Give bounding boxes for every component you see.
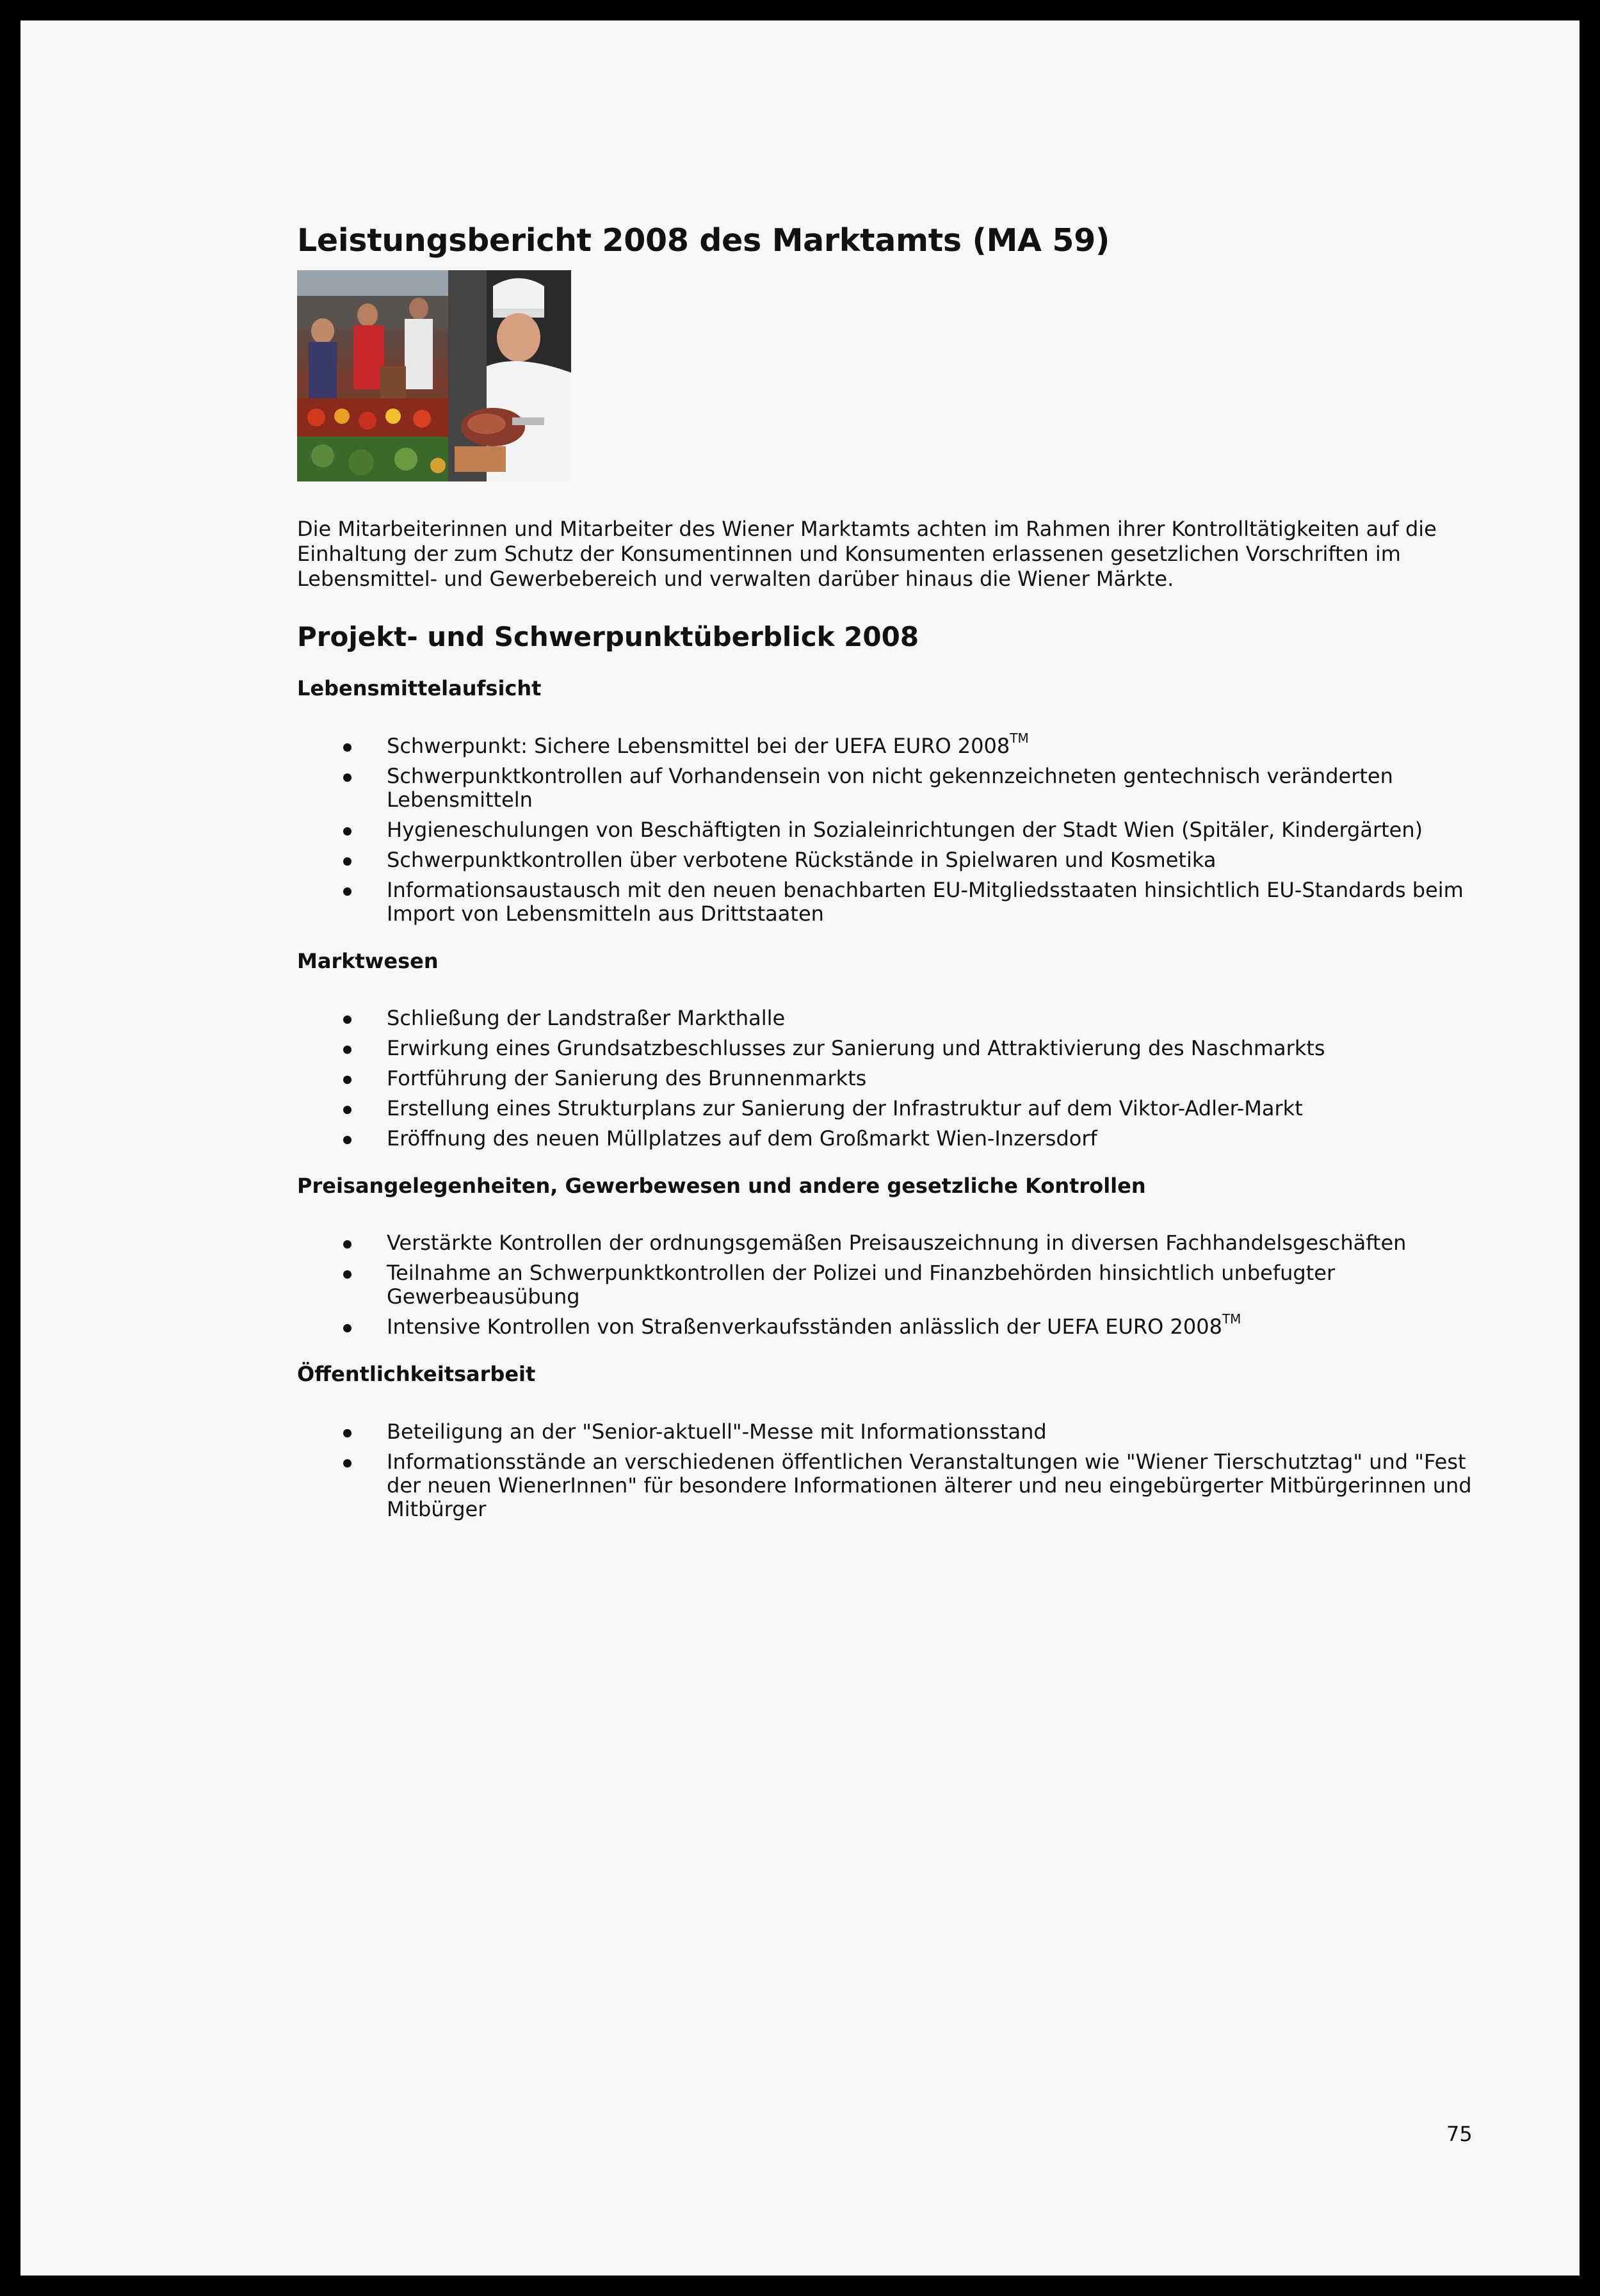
list-item: Hygieneschulungen von Beschäftigten in Sozialeinrichtungen der Stadt Wien (Spitäler, Kindergärten) — [297, 818, 1501, 842]
list-item: Erstellung eines Strukturplans zur Sanierung der Infrastruktur auf dem Viktor-Adler-Markt — [297, 1097, 1501, 1120]
section-heading-lebensmittelaufsicht: Lebensmittelaufsicht — [297, 676, 542, 701]
page-content — [297, 222, 1501, 1528]
list-item: Verstärkte Kontrollen der ordnungsgemäßen Preisauszeichnung in diversen Fachhandelsgeschäften — [297, 1231, 1501, 1255]
section-heading-oeffentlichkeitsarbeit: Öffentlichkeitsarbeit — [297, 1362, 536, 1387]
bullet-list-marktwesen — [297, 1007, 1501, 1151]
intro-paragraph: Die Mitarbeiterinnen und Mitarbeiter des Wiener Marktamts achten im Rahmen ihrer Kontrolltätigkeiten auf die Einhaltung der zum Schutz der Konsumentinnen und Konsumenten erlassenen gesetzlichen Vorschriften im Lebensmittel- und Gewerbebereich und verwalten darüber hinaus die Wiener Märkte. — [297, 516, 1437, 591]
document-page — [20, 20, 1580, 2276]
document-title: Leistungsbericht 2008 des Marktamts (MA 59) — [297, 222, 1110, 259]
bullet-list-preisangelegenheiten — [297, 1231, 1501, 1339]
bullet-list-lebensmittelaufsicht — [297, 730, 1501, 926]
list-item: Schwerpunktkontrollen über verbotene Rückstände in Spielwaren und Kosmetika — [297, 848, 1501, 872]
list-item: Fortführung der Sanierung des Brunnenmarkts — [297, 1067, 1501, 1090]
list-item: Informationsaustausch mit den neuen benachbarten EU-Mitgliedsstaaten hinsichtlich EU-Standards beim Import von Lebensmitteln aus Drittstaaten — [297, 878, 1501, 926]
list-item: Beteiligung an der "Senior-aktuell"-Messe mit Informationsstand — [297, 1420, 1501, 1444]
list-item: Eröffnung des neuen Müllplatzes auf dem Großmarkt Wien-Inzersdorf — [297, 1127, 1501, 1151]
list-item: Schwerpunktkontrollen auf Vorhandensein von nicht gekennzeichneten gentechnisch veränderten Lebensmitteln — [297, 764, 1501, 812]
trademark-mark: TM — [1010, 730, 1029, 746]
overview-heading: Projekt- und Schwerpunktüberblick 2008 — [297, 620, 919, 652]
list-item: Teilnahme an Schwerpunktkontrollen der Polizei und Finanzbehörden hinsichtlich unbefugter Gewerbeausübung — [297, 1261, 1501, 1309]
market-scene-illustration — [297, 270, 448, 481]
market-photo — [297, 270, 448, 481]
page-number: 75 — [1446, 2122, 1473, 2146]
bullet-list-oeffentlichkeitsarbeit — [297, 1420, 1501, 1521]
header-photo — [297, 270, 571, 481]
butcher-illustration — [448, 270, 571, 481]
section-heading-preisangelegenheiten: Preisangelegenheiten, Gewerbewesen und andere gesetzliche Kontrollen — [297, 1173, 1146, 1198]
butcher-photo — [448, 270, 571, 481]
section-heading-marktwesen: Marktwesen — [297, 948, 439, 973]
list-item: Informationsstände an verschiedenen öffentlichen Veranstaltungen wie "Wiener Tierschutztag" und "Fest der neuen WienerInnen" für besondere Informationen älterer und neu eingebürgerter Mitbürgerinnen und Mitbürger — [297, 1450, 1501, 1521]
trademark-mark: TM — [1222, 1311, 1241, 1327]
list-item: Erwirkung eines Grundsatzbeschlusses zur Sanierung und Attraktivierung des Naschmarkts — [297, 1037, 1501, 1060]
list-item: Schwerpunkt: Sichere Lebensmittel bei der UEFA EURO 2008™ — [297, 734, 1501, 758]
list-item: Intensive Kontrollen von Straßenverkaufsständen anlässlich der UEFA EURO 2008™ — [297, 1315, 1501, 1339]
list-item: Schließung der Landstraßer Markthalle — [297, 1007, 1501, 1030]
